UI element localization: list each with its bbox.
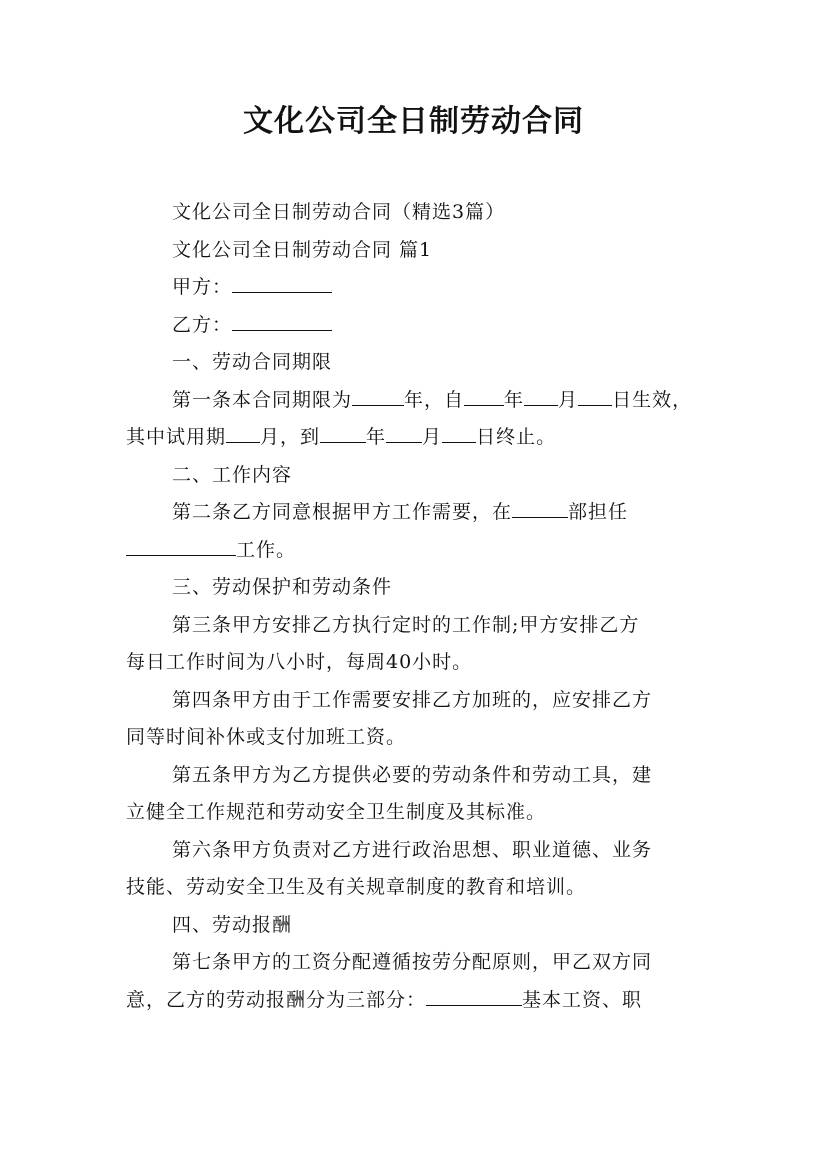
paragraph-line	[126, 494, 702, 532]
text-span: 月，到	[260, 426, 321, 448]
paragraph-line: 第五条甲方为乙方提供必要的劳动条件和劳动工具，建	[172, 763, 653, 786]
text-span: 年	[504, 388, 525, 411]
paragraph-line	[126, 382, 702, 420]
paragraph-line: 第六条甲方负责对乙方进行政治思想、职业道德、业务	[172, 838, 653, 861]
section-heading: 一、劳动合同期限	[172, 351, 333, 373]
blank-field	[226, 422, 260, 443]
party-a-blank	[232, 272, 332, 293]
paragraph-line: 第七条甲方的工资分配遵循按劳分配原则，甲乙双方同	[172, 951, 653, 973]
blank-field	[386, 422, 422, 443]
blank-field	[320, 422, 366, 443]
party-b-line	[126, 307, 702, 345]
text-span: 工作。	[236, 538, 297, 561]
paragraph-line: 第四条甲方由于工作需要安排乙方加班的，应安排乙方	[172, 688, 653, 711]
blank-field	[524, 385, 558, 406]
text-span: 部担任	[568, 501, 629, 523]
blank-field	[352, 385, 404, 406]
section-heading: 三、劳动保护和劳动条件	[172, 576, 393, 598]
document-title: 文化公司全日制劳动合同	[243, 104, 584, 139]
paragraph-line: 同等时间补休或支付加班工资。	[126, 726, 407, 748]
party-b-label: 乙方：	[172, 313, 233, 336]
section-heading: 二、工作内容	[172, 463, 293, 486]
document-body	[126, 194, 702, 1019]
blank-field	[126, 535, 236, 556]
text-span: 年，自	[404, 388, 465, 411]
blank-field	[578, 385, 612, 406]
paragraph-line: 第三条甲方安排乙方执行定时的工作制;甲方安排乙方	[172, 613, 640, 636]
paragraph-line: 文化公司全日制劳动合同 篇1	[172, 238, 433, 261]
blank-field	[442, 422, 476, 443]
text-span: 月	[422, 426, 443, 448]
text-span: 其中试用期	[126, 426, 227, 448]
text-span: 日终止。	[476, 426, 557, 448]
text-span: 月	[558, 388, 579, 411]
party-a-line	[126, 269, 702, 307]
blank-field	[426, 985, 522, 1006]
paragraph-line	[126, 532, 702, 570]
paragraph-line: 立健全工作规范和劳动安全卫生制度及其标准。	[126, 801, 547, 823]
blank-field	[464, 385, 504, 406]
party-a-label: 甲方：	[172, 276, 233, 298]
paragraph-line: 每日工作时间为八小时，每周40小时。	[126, 651, 473, 673]
paragraph-line: 技能、劳动安全卫生及有关规章制度的教育和培训。	[126, 876, 587, 898]
section-heading: 四、劳动报酬	[172, 913, 293, 936]
paragraph-line: 文化公司全日制劳动合同（精选3篇）	[172, 201, 506, 223]
party-b-blank	[232, 310, 332, 331]
text-span: 第一条本合同期限为	[172, 388, 353, 411]
text-span: 第二条乙方同意根据甲方工作需要，在	[172, 501, 513, 523]
text-span: 年	[366, 426, 387, 448]
blank-field	[512, 497, 568, 518]
paragraph-line	[126, 982, 702, 1020]
text-span: 日生效，	[612, 388, 693, 411]
paragraph-line	[126, 419, 702, 457]
text-span: 意，乙方的劳动报酬分为三部分：	[126, 988, 427, 1011]
text-span: 基本工资、职	[522, 988, 643, 1011]
